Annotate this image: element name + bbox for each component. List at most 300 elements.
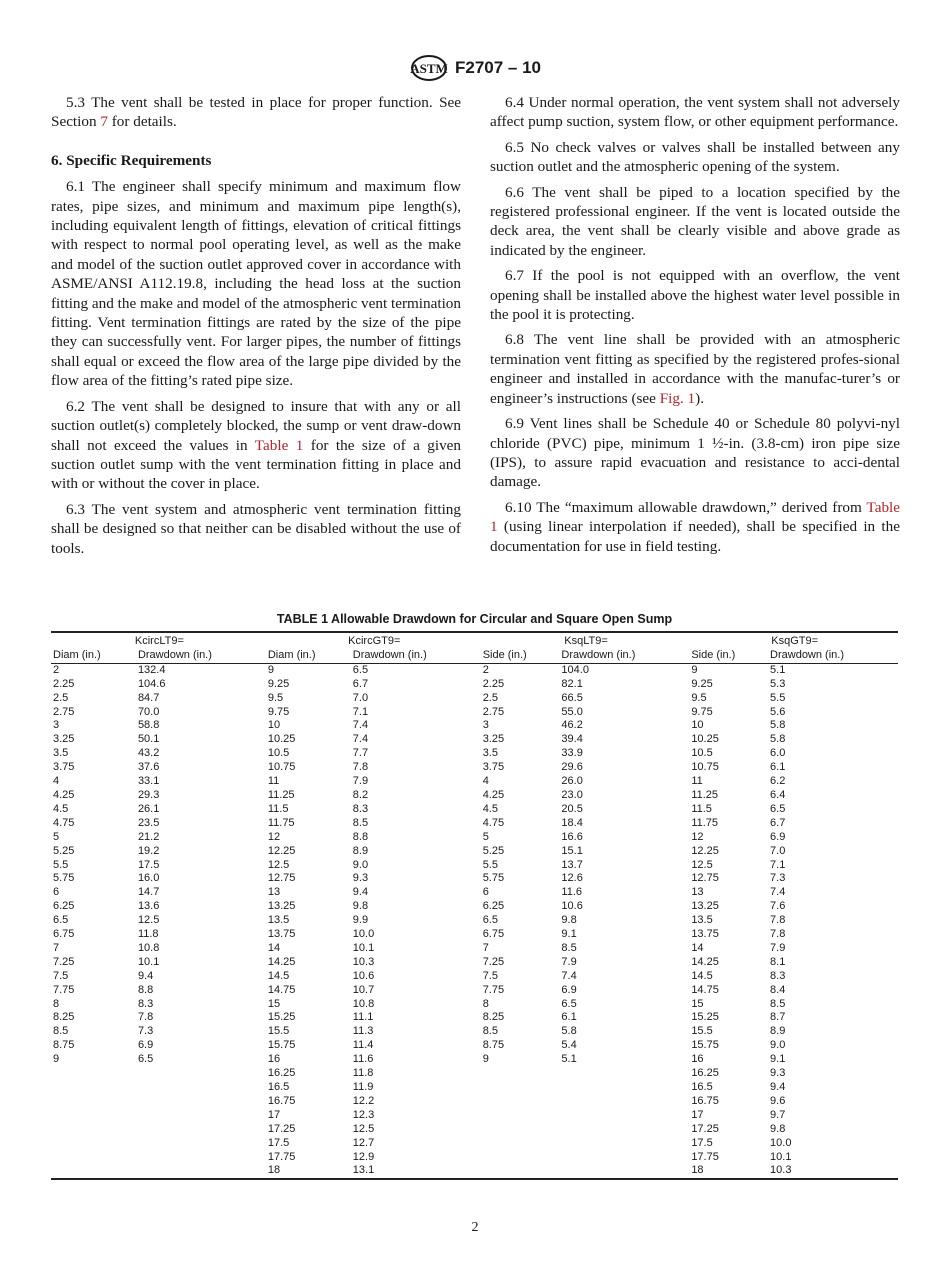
table-cell: 2 xyxy=(482,663,489,676)
table-cell: 8 xyxy=(482,997,489,1010)
table-cell: 8.9 xyxy=(770,1025,786,1038)
table-cell: 15.1 xyxy=(561,844,583,857)
table-cell: 7.25 xyxy=(53,955,75,968)
group-header: KsqGT9= xyxy=(771,635,819,647)
table-row xyxy=(51,998,898,1012)
table-cell xyxy=(481,1081,560,1095)
table-cell: 43.2 xyxy=(137,747,160,760)
group-header: KsqLT9= xyxy=(564,635,608,647)
table-cell: 9.0 xyxy=(352,858,369,871)
table-cell: 5.25 xyxy=(482,844,505,857)
table-cell: 4.75 xyxy=(53,816,75,829)
table-cell: 10 xyxy=(691,719,704,732)
group-header: KcircGT9= xyxy=(348,635,401,647)
table-cell: 8.8 xyxy=(137,983,154,996)
table-cell: 55.0 xyxy=(561,705,583,718)
section-heading: 6. Specific Requirements xyxy=(51,151,212,169)
paragraph-6-4: 6.4 Under normal operation, the vent system shall not adversely affect pump suction, system flow, or other equipment performance. xyxy=(490,94,900,131)
table-cell: 26.1 xyxy=(137,802,160,815)
table-cell: 4.75 xyxy=(482,816,505,829)
table-row xyxy=(51,1109,898,1123)
table-cell: 66.5 xyxy=(561,691,583,704)
table-cell: 3.5 xyxy=(482,747,498,760)
table-cell xyxy=(51,1164,136,1179)
table-cell xyxy=(136,1137,266,1151)
table-cell: 6.5 xyxy=(770,802,786,815)
table-row xyxy=(51,1025,898,1039)
document-header xyxy=(0,54,950,82)
table-cell: 7.9 xyxy=(561,955,577,968)
table-cell: 14.75 xyxy=(267,983,296,996)
table-cell xyxy=(559,1109,689,1123)
table-cell xyxy=(136,1164,266,1179)
table-cell: 21.2 xyxy=(137,830,160,843)
table-row xyxy=(51,831,898,845)
table-cell: 13 xyxy=(691,886,704,899)
table-cell: 15 xyxy=(691,997,704,1010)
table-cell: 6.7 xyxy=(352,677,369,690)
table-cell: 23.0 xyxy=(561,788,583,801)
table-body xyxy=(51,663,898,1179)
table-row xyxy=(51,956,898,970)
table-cell: 5.3 xyxy=(770,677,786,690)
table-cell xyxy=(559,1095,689,1109)
table-cell: 14.7 xyxy=(137,886,160,899)
table-row xyxy=(51,872,898,886)
table-cell: 11.5 xyxy=(267,802,289,815)
table-cell: 82.1 xyxy=(561,677,583,690)
table-row xyxy=(51,1123,898,1137)
table-cell: 12.75 xyxy=(267,872,296,885)
paragraph-text: for details. xyxy=(107,113,177,131)
table-row xyxy=(51,1067,898,1081)
table-cell: 4.25 xyxy=(482,788,505,801)
table-cell: 9.4 xyxy=(770,1081,786,1093)
table-cell: 7.8 xyxy=(352,761,369,774)
table-cell: 9.5 xyxy=(267,691,284,704)
table-cell: 13.5 xyxy=(267,914,290,927)
table-cell xyxy=(559,1151,689,1165)
table-cell: 10.8 xyxy=(352,997,375,1010)
table-cell: 11.8 xyxy=(137,928,159,941)
table-cell: 9.75 xyxy=(267,705,290,718)
table-title: TABLE 1 Allowable Drawdown for Circular and Square Open Sump xyxy=(276,612,673,626)
table-cell xyxy=(481,1137,560,1151)
table-cell: 5.25 xyxy=(53,844,75,857)
table-cell: 7.4 xyxy=(352,733,369,746)
table-cell: 7.25 xyxy=(482,955,505,968)
table-cell: 9 xyxy=(53,1053,60,1066)
table-cell: 7.5 xyxy=(482,969,498,982)
page-number: 2 xyxy=(471,1220,479,1235)
table-cell: 8.5 xyxy=(482,1025,498,1038)
astm-logo-icon xyxy=(409,54,449,82)
table-row xyxy=(51,984,898,998)
table-cell: 11.1 xyxy=(352,1011,374,1024)
table-cell: 10.8 xyxy=(137,941,160,954)
table-cell: 16.75 xyxy=(691,1094,719,1107)
table-cell: 14.25 xyxy=(267,955,296,968)
table-cell: 2.5 xyxy=(53,691,69,704)
table-cell: 6.9 xyxy=(770,830,786,843)
table-cell xyxy=(559,1164,689,1179)
table-row xyxy=(51,900,898,914)
table-cell: 16.0 xyxy=(137,872,160,885)
table-cell: 26.0 xyxy=(561,775,583,788)
table-cell: 10.5 xyxy=(691,747,713,760)
table-row xyxy=(51,1164,898,1179)
table-cell: 5.8 xyxy=(770,733,786,746)
table-cell: 3.25 xyxy=(482,733,505,746)
table-cell: 8.3 xyxy=(352,802,369,815)
table-cell: 11.6 xyxy=(561,886,582,899)
table-cell: 9.25 xyxy=(691,677,713,690)
table-cell: 10.0 xyxy=(770,1136,792,1149)
section-7-link[interactable]: 7 xyxy=(100,113,108,131)
table-cell: 20.5 xyxy=(561,802,583,815)
table-cell: 12.5 xyxy=(137,914,160,927)
table-cell: 15.25 xyxy=(267,1011,296,1024)
table-cell: 8 xyxy=(53,997,60,1010)
table-cell xyxy=(51,1095,136,1109)
table-cell: 4.25 xyxy=(53,788,75,801)
table-cell: 6.5 xyxy=(482,914,498,927)
table-cell: 7.4 xyxy=(770,886,786,899)
table-cell: 13.6 xyxy=(137,900,160,913)
table-cell: 132.4 xyxy=(137,663,166,676)
table-cell: 15.75 xyxy=(691,1039,719,1052)
table-cell: 5.5 xyxy=(770,691,786,704)
table-cell: 14 xyxy=(267,941,281,954)
table-cell: 9.8 xyxy=(770,1122,786,1135)
table-cell: 9.3 xyxy=(770,1067,786,1080)
table-cell: 11.75 xyxy=(691,816,719,829)
table-row xyxy=(51,663,898,677)
table-cell: 9.3 xyxy=(352,872,369,885)
table-cell: 7.3 xyxy=(770,872,786,885)
table-cell xyxy=(481,1151,560,1165)
table-cell: 14.25 xyxy=(691,955,719,968)
table-cell: 12.5 xyxy=(267,858,290,871)
table-cell: 6.7 xyxy=(770,816,786,829)
table-cell: 9.6 xyxy=(770,1094,786,1107)
table-cell xyxy=(136,1151,266,1165)
table-cell: 9.1 xyxy=(561,928,577,941)
table-cell: 8.2 xyxy=(352,788,369,801)
table-1-link[interactable]: Table 1 xyxy=(254,436,304,454)
paragraph-text: (using linear interpolation if needed), shall be specified in the documentation for use in field testing. xyxy=(490,518,900,555)
table-cell: 7.0 xyxy=(352,691,369,704)
table-cell: 16.6 xyxy=(561,830,583,843)
table-cell: 7.1 xyxy=(770,858,786,871)
table-cell: 12.5 xyxy=(691,858,713,871)
table-cell: 46.2 xyxy=(561,719,583,732)
table-cell: 5.8 xyxy=(770,719,786,732)
table-cell: 13.7 xyxy=(561,858,583,871)
table-cell: 8.75 xyxy=(53,1039,75,1052)
table-cell: 3 xyxy=(53,719,60,732)
paragraph-6-1: 6.1 The engineer shall specify minimum and maximum flow rates, pipe sizes, and minimum and maximum pipe length(s), including equivalent length of fittings, elevation of critical fittings with respect to normal pool operating level, as well as the make and model of the suction outlet approved cover in accordance with ASME/ANSI A112.19.8, including the head loss at the suction fitting and the make and model of the atmospheric vent termination fitting. Vent termination fittings are rated by the size of the pipe they can successfully vent. For larger pipes, the number of fittings shall equal or exceed the flow area of the large pipe divided by the flow area of the fitting’s rated pipe size. xyxy=(51,178,461,390)
table-cell: 3.25 xyxy=(53,733,75,746)
table-cell: 3.75 xyxy=(482,761,505,774)
paragraph-text: 6.10 The “maximum allowable drawdown,” derived from xyxy=(505,498,867,516)
table-cell: 11.25 xyxy=(691,788,719,801)
table-cell: 14.75 xyxy=(691,983,719,996)
table-cell: 2 xyxy=(53,663,60,676)
group-header: KcircLT9= xyxy=(134,635,184,647)
paragraph-text: 5.3 The vent shall be tested in place for proper function. See Section xyxy=(51,94,461,131)
table-cell xyxy=(136,1109,266,1123)
table-cell: 17.5 xyxy=(691,1136,713,1149)
table-cell: 16.5 xyxy=(267,1081,290,1093)
table-cell: 13.1 xyxy=(352,1164,375,1177)
table-cell xyxy=(481,1067,560,1081)
table-cell: 2.25 xyxy=(482,677,505,690)
table-row xyxy=(51,1039,898,1053)
table-cell: 17.25 xyxy=(691,1122,719,1135)
table-cell: 12.7 xyxy=(352,1136,375,1149)
table-row xyxy=(51,817,898,831)
table-cell: 8.7 xyxy=(770,1011,786,1024)
table-cell: 7.6 xyxy=(770,900,786,913)
table-cell: 9.8 xyxy=(561,914,577,927)
group-header-row xyxy=(51,632,898,649)
table-cell: 10.7 xyxy=(352,983,375,996)
table-cell: 15 xyxy=(267,997,281,1010)
table-cell: 5.1 xyxy=(561,1053,577,1066)
table-cell: 17.5 xyxy=(137,858,160,871)
table-row xyxy=(51,845,898,859)
table-cell: 4 xyxy=(53,775,60,788)
table-cell: 17 xyxy=(267,1108,281,1121)
table-cell: 10 xyxy=(267,719,281,732)
table-cell: 8.9 xyxy=(352,844,369,857)
table-cell: 15.5 xyxy=(267,1025,290,1038)
paragraph-text: ). xyxy=(695,389,704,407)
table-row xyxy=(51,1011,898,1025)
table-cell xyxy=(136,1067,266,1081)
table-cell: 11 xyxy=(691,775,703,788)
table-cell: 9.0 xyxy=(770,1039,786,1052)
table-cell: 23.5 xyxy=(137,816,160,829)
table-cell: 10.6 xyxy=(352,969,375,982)
table-cell: 12.75 xyxy=(691,872,719,885)
table-cell: 7.4 xyxy=(352,719,369,732)
table-cell: 10.1 xyxy=(352,941,375,954)
table-cell: 5.6 xyxy=(770,705,786,718)
table-row xyxy=(51,706,898,720)
table-cell: 7.9 xyxy=(352,775,369,788)
table-cell: 104.0 xyxy=(561,663,589,676)
table-row xyxy=(51,942,898,956)
table-cell: 6 xyxy=(482,886,489,899)
table-cell xyxy=(51,1067,136,1081)
table-cell: 11.5 xyxy=(691,802,712,815)
table-cell: 10.0 xyxy=(352,928,375,941)
table-row xyxy=(51,719,898,733)
table-cell: 13.25 xyxy=(691,900,719,913)
table-cell: 3 xyxy=(482,719,489,732)
table-cell: 33.9 xyxy=(561,747,583,760)
column-header: Side (in.) xyxy=(689,649,768,663)
table-cell: 10.25 xyxy=(691,733,719,746)
table-row xyxy=(51,914,898,928)
table-cell xyxy=(51,1081,136,1095)
table-cell: 16.25 xyxy=(267,1067,296,1080)
table-row xyxy=(51,1095,898,1109)
table-cell: 58.8 xyxy=(137,719,160,732)
table-cell: 39.4 xyxy=(561,733,583,746)
table-row xyxy=(51,859,898,873)
table-cell: 7.3 xyxy=(137,1025,154,1038)
table-cell: 12.25 xyxy=(691,844,719,857)
table-row xyxy=(51,970,898,984)
table-row xyxy=(51,1137,898,1151)
table-row xyxy=(51,692,898,706)
table-cell xyxy=(136,1095,266,1109)
table-cell: 9.7 xyxy=(770,1108,786,1121)
table-cell: 17 xyxy=(691,1108,704,1121)
table-cell: 4.5 xyxy=(53,802,69,815)
table-cell: 5 xyxy=(482,830,489,843)
column-header: Drawdown (in.) xyxy=(351,649,481,663)
table-cell xyxy=(51,1151,136,1165)
table-cell: 9.5 xyxy=(691,691,707,704)
table-row xyxy=(51,803,898,817)
table-cell: 6.5 xyxy=(53,914,69,927)
table-cell: 17.75 xyxy=(267,1150,296,1163)
table-cell: 7 xyxy=(53,941,60,954)
table-cell: 2.75 xyxy=(482,705,505,718)
table-row xyxy=(51,928,898,942)
table-cell: 6.25 xyxy=(482,900,505,913)
table-cell: 10.3 xyxy=(770,1164,792,1177)
fig-1-link[interactable]: Fig. 1 xyxy=(659,389,696,407)
table-cell: 8.5 xyxy=(352,816,369,829)
table-cell: 7.8 xyxy=(137,1011,154,1024)
table-cell: 10.25 xyxy=(267,733,296,746)
table-row xyxy=(51,733,898,747)
left-column xyxy=(51,93,461,564)
table-cell: 18.4 xyxy=(561,816,583,829)
table-cell: 37.6 xyxy=(137,761,160,774)
table-row xyxy=(51,789,898,803)
table-cell: 13.75 xyxy=(691,928,719,941)
table-cell: 6.2 xyxy=(770,775,786,788)
table-cell: 6.1 xyxy=(770,761,786,774)
table-cell: 10.1 xyxy=(770,1150,792,1163)
paragraph-6-5: 6.5 No check valves or valves shall be installed between any suction outlet and the atmospheric opening of the system. xyxy=(490,138,900,176)
table-cell: 12.3 xyxy=(352,1108,375,1121)
table-cell: 8.3 xyxy=(770,969,786,982)
table-cell: 10.75 xyxy=(267,761,296,774)
table-row xyxy=(51,886,898,900)
table-cell: 6.25 xyxy=(53,900,75,913)
table-cell xyxy=(559,1137,689,1151)
table-cell: 13 xyxy=(267,886,281,899)
table-cell: 10.75 xyxy=(691,761,719,774)
paragraph-text: 6.8 The vent line shall be provided with an atmospheric termination vent fitting as specified by the registered profes-sional engineer and installed in accordance with the manufac-turer’s or engineer’s instructions (see xyxy=(490,331,900,407)
table-cell: 15.25 xyxy=(691,1011,719,1024)
table-cell: 7.4 xyxy=(561,969,577,982)
table-cell: 17.75 xyxy=(691,1150,719,1163)
table-cell: 9 xyxy=(482,1053,489,1066)
table-cell: 6.5 xyxy=(352,663,369,676)
table-cell xyxy=(559,1123,689,1137)
table-cell: 10.1 xyxy=(137,955,160,968)
table-cell: 8.25 xyxy=(482,1011,505,1024)
table-cell: 16 xyxy=(267,1053,281,1066)
table-row xyxy=(51,761,898,775)
table-cell: 10.5 xyxy=(267,747,290,760)
table-cell: 70.0 xyxy=(137,705,160,718)
table-cell: 2.75 xyxy=(53,705,75,718)
table-row xyxy=(51,1151,898,1165)
table-cell: 4 xyxy=(482,775,489,788)
table-cell: 17.5 xyxy=(267,1136,290,1149)
table-cell xyxy=(51,1109,136,1123)
svg-text:ASTM: ASTM xyxy=(410,61,448,76)
table-cell: 19.2 xyxy=(137,844,160,857)
table-cell: 6.5 xyxy=(137,1053,154,1066)
table-cell: 8.3 xyxy=(137,997,154,1010)
table-cell: 11 xyxy=(267,775,280,788)
table-1-link[interactable]: Table 1 xyxy=(490,498,900,536)
table-cell: 17.25 xyxy=(267,1122,296,1135)
table-row xyxy=(51,1081,898,1095)
paragraph-6-10 xyxy=(490,498,900,556)
table-cell: 11.3 xyxy=(352,1025,374,1038)
table-cell: 3.75 xyxy=(53,761,75,774)
table-cell: 16.5 xyxy=(691,1081,713,1093)
table-cell: 12.6 xyxy=(561,872,583,885)
table-cell xyxy=(481,1095,560,1109)
table-cell: 33.1 xyxy=(137,775,160,788)
table-cell: 6.5 xyxy=(561,997,577,1010)
table-cell: 4.5 xyxy=(482,802,498,815)
column-header: Drawdown (in.) xyxy=(768,649,898,663)
paragraph-6-8 xyxy=(490,330,900,408)
table-cell: 16 xyxy=(691,1053,704,1066)
table-cell: 7.5 xyxy=(53,969,69,982)
table-row xyxy=(51,1053,898,1067)
table-cell: 18 xyxy=(691,1164,704,1177)
table-cell: 5.75 xyxy=(53,872,75,885)
paragraph-6-6: 6.6 The vent shall be piped to a location specified by the registered professional engineer. If the vent is located outside the deck area, the vent shall be clearly visible and above grade as indicated by the engineer. xyxy=(490,183,900,259)
column-header: Diam (in.) xyxy=(51,649,136,663)
table-cell: 29.6 xyxy=(561,761,583,774)
table-cell xyxy=(51,1123,136,1137)
table-cell: 84.7 xyxy=(137,691,160,704)
table-cell: 29.3 xyxy=(137,788,160,801)
table-cell: 2.25 xyxy=(53,677,75,690)
table-cell: 50.1 xyxy=(137,733,160,746)
table-cell: 13.25 xyxy=(267,900,296,913)
table-cell: 8.8 xyxy=(352,830,369,843)
table-cell: 7.7 xyxy=(352,747,369,760)
table-cell: 12.25 xyxy=(267,844,296,857)
table-cell: 9 xyxy=(267,663,274,676)
paragraph-6-2 xyxy=(51,397,461,494)
table-cell: 9.4 xyxy=(137,969,154,982)
table-cell xyxy=(481,1123,560,1137)
right-column xyxy=(490,93,900,562)
column-header: Drawdown (in.) xyxy=(559,649,689,663)
table-cell: 12 xyxy=(267,830,281,843)
table-cell: 16.25 xyxy=(691,1067,719,1080)
table-cell: 104.6 xyxy=(137,677,166,690)
table-cell: 6.9 xyxy=(561,983,577,996)
